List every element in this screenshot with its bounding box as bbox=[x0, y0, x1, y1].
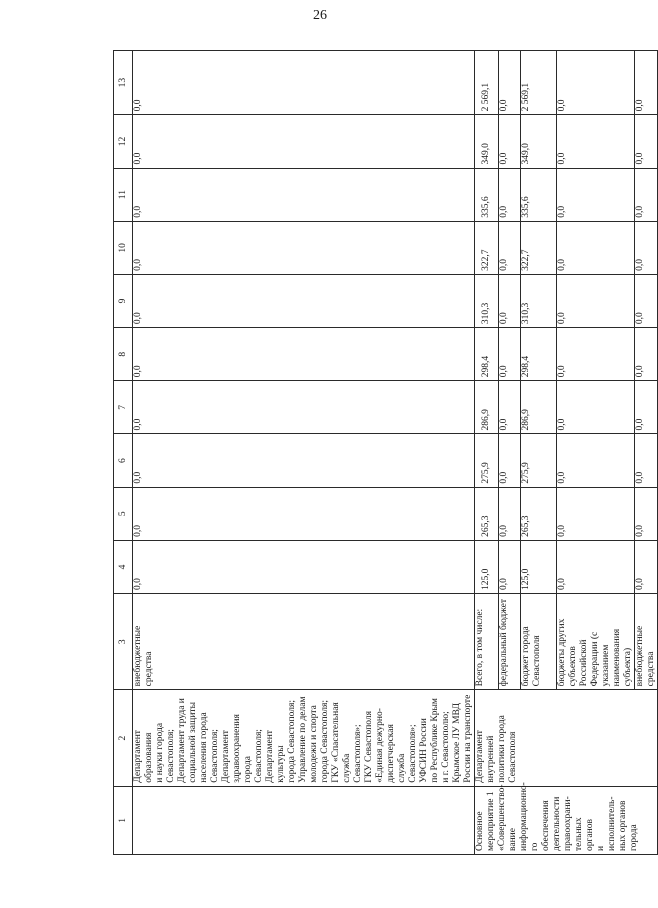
header-cell: 5 bbox=[114, 487, 133, 540]
value-cell: 0,0 bbox=[557, 115, 635, 168]
value-cell: 0,0 bbox=[499, 487, 521, 540]
rotated-table-wrapper bbox=[113, 50, 656, 855]
value-cell: 349,0 bbox=[521, 115, 557, 168]
value-cell: 286,9 bbox=[475, 381, 499, 434]
header-cell: 2 bbox=[114, 690, 133, 786]
value-cell: 0,0 bbox=[635, 274, 658, 327]
header-cell: 6 bbox=[114, 434, 133, 487]
value-cell: 310,3 bbox=[475, 274, 499, 327]
value-cell: 0,0 bbox=[635, 168, 658, 221]
value-cell: 0,0 bbox=[635, 487, 658, 540]
funding-source-cell: бюджет города Севастополя bbox=[521, 594, 557, 690]
value-cell: 0,0 bbox=[499, 540, 521, 593]
value-cell: 0,0 bbox=[635, 328, 658, 381]
value-cell: 0,0 bbox=[499, 381, 521, 434]
value-cell: 0,0 bbox=[557, 328, 635, 381]
value-cell: 335,6 bbox=[521, 168, 557, 221]
header-cell: 4 bbox=[114, 540, 133, 593]
funding-source-cell: бюджеты других субъектов Российской Федерации (с указанием наименования субъекта) bbox=[557, 594, 635, 690]
value-cell: 298,4 bbox=[521, 328, 557, 381]
value-cell: 0,0 bbox=[499, 221, 521, 274]
value-cell: 2 569,1 bbox=[521, 51, 557, 115]
header-cell: 12 bbox=[114, 115, 133, 168]
program-funding-table bbox=[113, 50, 658, 855]
value-cell: 335,6 bbox=[475, 168, 499, 221]
executors-cell: Департамент образования и науки города Севастополя; Департамент труда и социальной защиты населения города Севастополя; Департамент здравоохранения города Севастополя; Департамент культуры города Севастополя; Управление по делам молодежи и спорта города Севастополя; ГКУ «Спасательная служба Севастополя»; ГКУ Севастополя «Единая дежурно- диспетчерская служба Севастополя»; УФСИН России по Республике Крым и г. Севастополю; Крымское ЛУ МВД России на транспорте bbox=[133, 690, 475, 786]
header-cell: 9 bbox=[114, 274, 133, 327]
value-cell: 0,0 bbox=[499, 115, 521, 168]
value-cell: 125,0 bbox=[475, 540, 499, 593]
header-cell: 3 bbox=[114, 594, 133, 690]
header-cell: 11 bbox=[114, 168, 133, 221]
value-cell: 298,4 bbox=[475, 328, 499, 381]
value-cell: 286,9 bbox=[521, 381, 557, 434]
value-cell: 275,9 bbox=[521, 434, 557, 487]
executors-cell: Департамент внутренней политики города Севастополя bbox=[475, 690, 658, 786]
header-cell: 1 bbox=[114, 786, 133, 854]
value-cell: 0,0 bbox=[133, 381, 475, 434]
event-name-cell: Основное мероприятие 1 «Совершенство- вание информационно- го обеспечения деятельности правоохрани- тельных органов и исполнитель- ных органов города bbox=[475, 786, 658, 854]
value-cell: 310,3 bbox=[521, 274, 557, 327]
value-cell: 125,0 bbox=[521, 540, 557, 593]
value-cell: 0,0 bbox=[133, 51, 475, 115]
value-cell: 0,0 bbox=[635, 434, 658, 487]
value-cell: 0,0 bbox=[557, 434, 635, 487]
funding-source-cell: федеральный бюджет bbox=[499, 594, 521, 690]
value-cell: 0,0 bbox=[635, 115, 658, 168]
value-cell: 0,0 bbox=[557, 168, 635, 221]
value-cell: 0,0 bbox=[133, 274, 475, 327]
value-cell: 0,0 bbox=[499, 274, 521, 327]
value-cell: 265,3 bbox=[475, 487, 499, 540]
value-cell: 0,0 bbox=[133, 434, 475, 487]
value-cell: 0,0 bbox=[133, 221, 475, 274]
value-cell: 0,0 bbox=[557, 274, 635, 327]
table-row bbox=[133, 51, 475, 855]
value-cell: 0,0 bbox=[133, 540, 475, 593]
value-cell: 322,7 bbox=[475, 221, 499, 274]
header-cell: 10 bbox=[114, 221, 133, 274]
value-cell: 0,0 bbox=[557, 487, 635, 540]
funding-source-cell: внебюджетные средства bbox=[635, 594, 658, 690]
value-cell: 0,0 bbox=[499, 328, 521, 381]
value-cell: 0,0 bbox=[635, 51, 658, 115]
header-cell: 8 bbox=[114, 328, 133, 381]
value-cell: 0,0 bbox=[499, 434, 521, 487]
header-cell: 13 bbox=[114, 51, 133, 115]
event-name-cell bbox=[133, 786, 475, 854]
value-cell: 0,0 bbox=[133, 115, 475, 168]
funding-source-cell: внебюджетные средства bbox=[133, 594, 475, 690]
table-row bbox=[475, 51, 499, 855]
value-cell: 275,9 bbox=[475, 434, 499, 487]
value-cell: 265,3 bbox=[521, 487, 557, 540]
value-cell: 0,0 bbox=[635, 540, 658, 593]
value-cell: 349,0 bbox=[475, 115, 499, 168]
value-cell: 0,0 bbox=[557, 540, 635, 593]
value-cell: 0,0 bbox=[133, 168, 475, 221]
value-cell: 0,0 bbox=[557, 381, 635, 434]
value-cell: 0,0 bbox=[557, 221, 635, 274]
value-cell: 0,0 bbox=[499, 51, 521, 115]
page-number: 26 bbox=[313, 8, 327, 23]
value-cell: 322,7 bbox=[521, 221, 557, 274]
value-cell: 0,0 bbox=[133, 328, 475, 381]
value-cell: 0,0 bbox=[635, 381, 658, 434]
value-cell: 2 569,1 bbox=[475, 51, 499, 115]
funding-source-cell: Всего, в том числе: bbox=[475, 594, 499, 690]
header-cell: 7 bbox=[114, 381, 133, 434]
value-cell: 0,0 bbox=[133, 487, 475, 540]
value-cell: 0,0 bbox=[635, 221, 658, 274]
header-row bbox=[114, 51, 133, 855]
value-cell: 0,0 bbox=[499, 168, 521, 221]
value-cell: 0,0 bbox=[557, 51, 635, 115]
